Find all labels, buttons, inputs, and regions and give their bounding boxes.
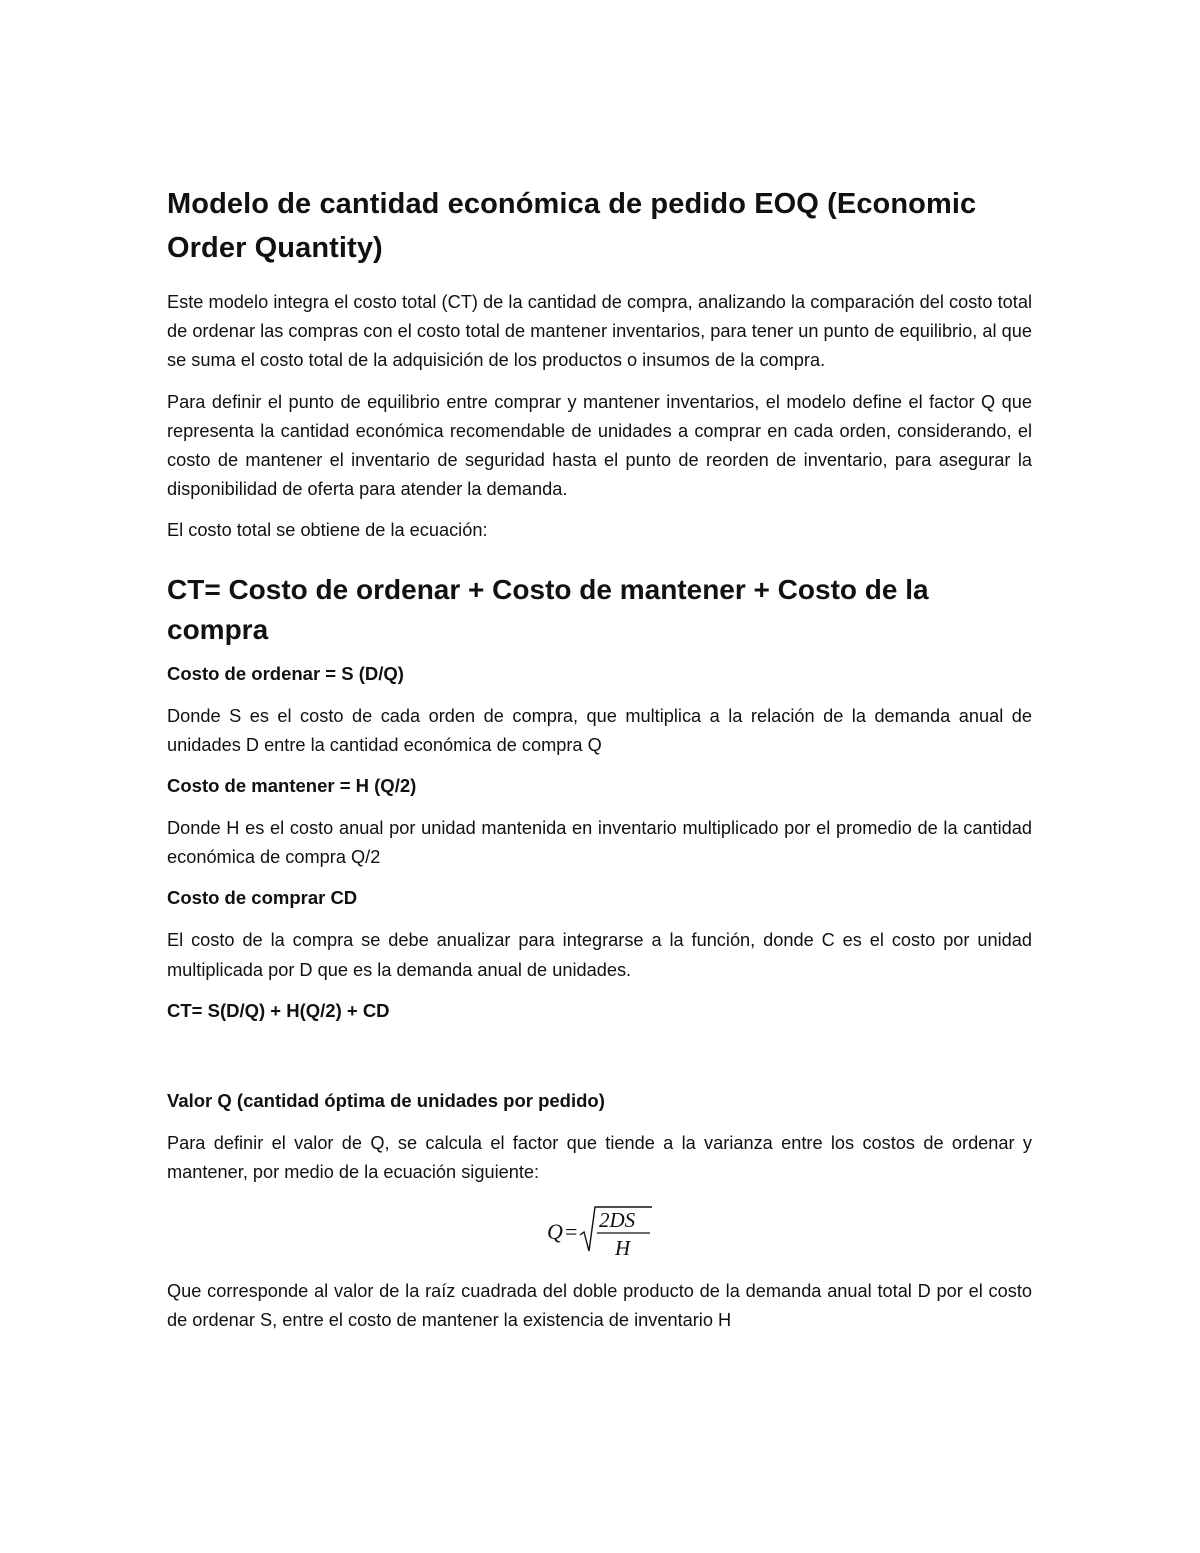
formula-denominator: H [615,1236,631,1261]
formula-numerator: 2DS [599,1208,636,1233]
eoq-formula-graphic [547,1199,657,1263]
purchase-cost-heading: Costo de comprar CD [167,887,358,909]
ordering-cost-text: Donde S es el costo de cada orden de compra, que multiplica a la relación de la demanda anual de unidades D entre la cantidad económica de compra Q [167,705,1032,755]
equilibrium-paragraph: Para definir el punto de equilibrio entre comprar y mantener inventarios, el modelo define el factor Q que representa la cantidad económica recomendable de unidades a comprar en cada orden, considerando, el costo de mantener el inventario de seguridad hasta el punto de reorden de inventario, para asegurar la disponibilidad de oferta para atender la demanda. [167,391,1032,500]
q-value-heading: Valor Q (cantidad óptima de unidades por pedido) [167,1089,605,1111]
formula-equals: = [565,1219,578,1245]
document-title: Modelo de cantidad económica de pedido EOQ (Economic Order Quantity) [167,188,977,264]
holding-cost-text: Donde H es el costo anual por unidad mantenida en inventario multiplicado por el promedio de la cantidad económica de compra Q/2 [167,818,1032,868]
main-equation: CT= Costo de ordenar + Costo de mantener + Costo de la compra [167,573,929,645]
q-value-conclusion: Que corresponde al valor de la raíz cuadrada del doble producto de la demanda anual total D por el costo de ordenar S, entre el costo de mantener la existencia de inventario H [167,1281,1032,1331]
q-value-text: Para definir el valor de Q, se calcula el factor que tiende a la varianza entre los costos de ordenar y mantener, por medio de la ecuación siguiente: [167,1132,1032,1183]
total-cost-intro: El costo total se obtiene de la ecuación: [167,520,488,541]
holding-cost-heading: Costo de mantener = H (Q/2) [167,775,417,797]
purchase-cost-text: El costo de la compra se debe anualizar para integrarse a la función, donde C es el costo por unidad multiplicada por D que es la demanda anual de unidades. [167,930,1032,980]
document-content [167,182,1032,1348]
ordering-cost-heading: Costo de ordenar = S (D/Q) [167,662,404,684]
formula-lhs: Q [547,1219,563,1245]
total-cost-formula: CT= S(D/Q) + H(Q/2) + CD [167,999,390,1021]
intro-paragraph: Este modelo integra el costo total (CT) de la cantidad de compra, analizando la comparación del costo total de ordenar las compras con el costo total de mantener inventarios, para tener un punto de equilibrio, al que se suma el costo total de la adquisición de los productos o insumos de la compra. [167,292,1032,371]
eoq-formula [167,1199,1032,1263]
